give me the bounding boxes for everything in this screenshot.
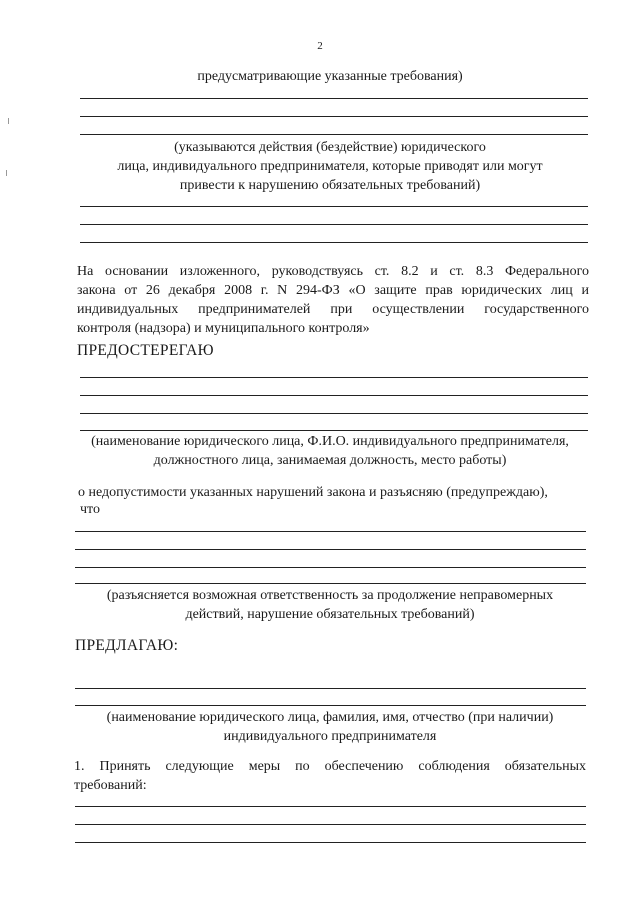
blank-line [75, 567, 586, 568]
explain-caption-line-2: действий, нарушение обязательных требований) [185, 607, 475, 622]
requirements-caption: предусматривающие указанные требования) [197, 69, 463, 84]
explain-caption-line-1: (разъясняется возможная ответственность за продолжение неправомерных [106, 588, 554, 603]
blank-line [75, 531, 586, 532]
blank-line [80, 134, 588, 135]
blank-line [75, 549, 586, 550]
basis-line-1: На основании изложенного, руководствуясь ст. 8.2 и ст. 8.3 Федерального [77, 264, 589, 279]
blank-line [80, 116, 588, 117]
measures-paragraph [74, 757, 586, 795]
blank-line [80, 242, 588, 243]
warn-caption-line-1: (наименование юридического лица, Ф.И.О. индивидуального предпринимателя, [91, 434, 569, 449]
basis-line-3: индивидуальных предпринимателей при осуществлении государственного [77, 302, 589, 317]
warn-caption-line-2: должностного лица, занимаемая должность, место работы) [153, 453, 507, 468]
basis-line-2: закона от 26 декабря 2008 г. N 294-ФЗ «О защите прав юридических лиц и [77, 283, 589, 298]
blank-line [75, 688, 586, 689]
blank-line [80, 430, 588, 431]
blank-line [75, 842, 586, 843]
inadmissibility-line-1: о недопустимости указанных нарушений закона и разъясняю (предупреждаю), [78, 485, 548, 500]
warn-heading: ПРЕДОСТЕРЕГАЮ [77, 342, 214, 359]
blank-line [75, 705, 586, 706]
blank-line [80, 98, 588, 99]
measures-line-1: 1. Принять следующие меры по обеспечению соблюдения обязательных [74, 759, 586, 774]
blank-line [80, 206, 588, 207]
actions-caption-line-1: (указываются действия (бездействие) юридического [174, 140, 486, 155]
scan-mark [8, 118, 9, 124]
page-number: 2 [317, 40, 323, 52]
blank-line [80, 224, 588, 225]
measures-line-2: требований: [74, 778, 147, 793]
blank-line [75, 583, 586, 584]
propose-heading: ПРЕДЛАГАЮ: [75, 637, 179, 654]
blank-line [80, 413, 588, 414]
inadmissibility-line-2: что [80, 502, 100, 517]
actions-caption-line-2: лица, индивидуального предпринимателя, которые приводят или могут [117, 159, 543, 174]
basis-paragraph [77, 262, 589, 338]
basis-line-4: контроля (надзора) и муниципального контроля» [77, 321, 370, 336]
blank-line [80, 377, 588, 378]
actions-caption-line-3: привести к нарушению обязательных требований) [179, 178, 481, 193]
scan-mark [6, 170, 7, 176]
propose-caption-line-1: (наименование юридического лица, фамилия, имя, отчество (при наличии) [106, 710, 554, 725]
blank-line [80, 395, 588, 396]
blank-line [75, 824, 586, 825]
blank-line [75, 806, 586, 807]
propose-caption-line-2: индивидуального предпринимателя [223, 729, 437, 744]
